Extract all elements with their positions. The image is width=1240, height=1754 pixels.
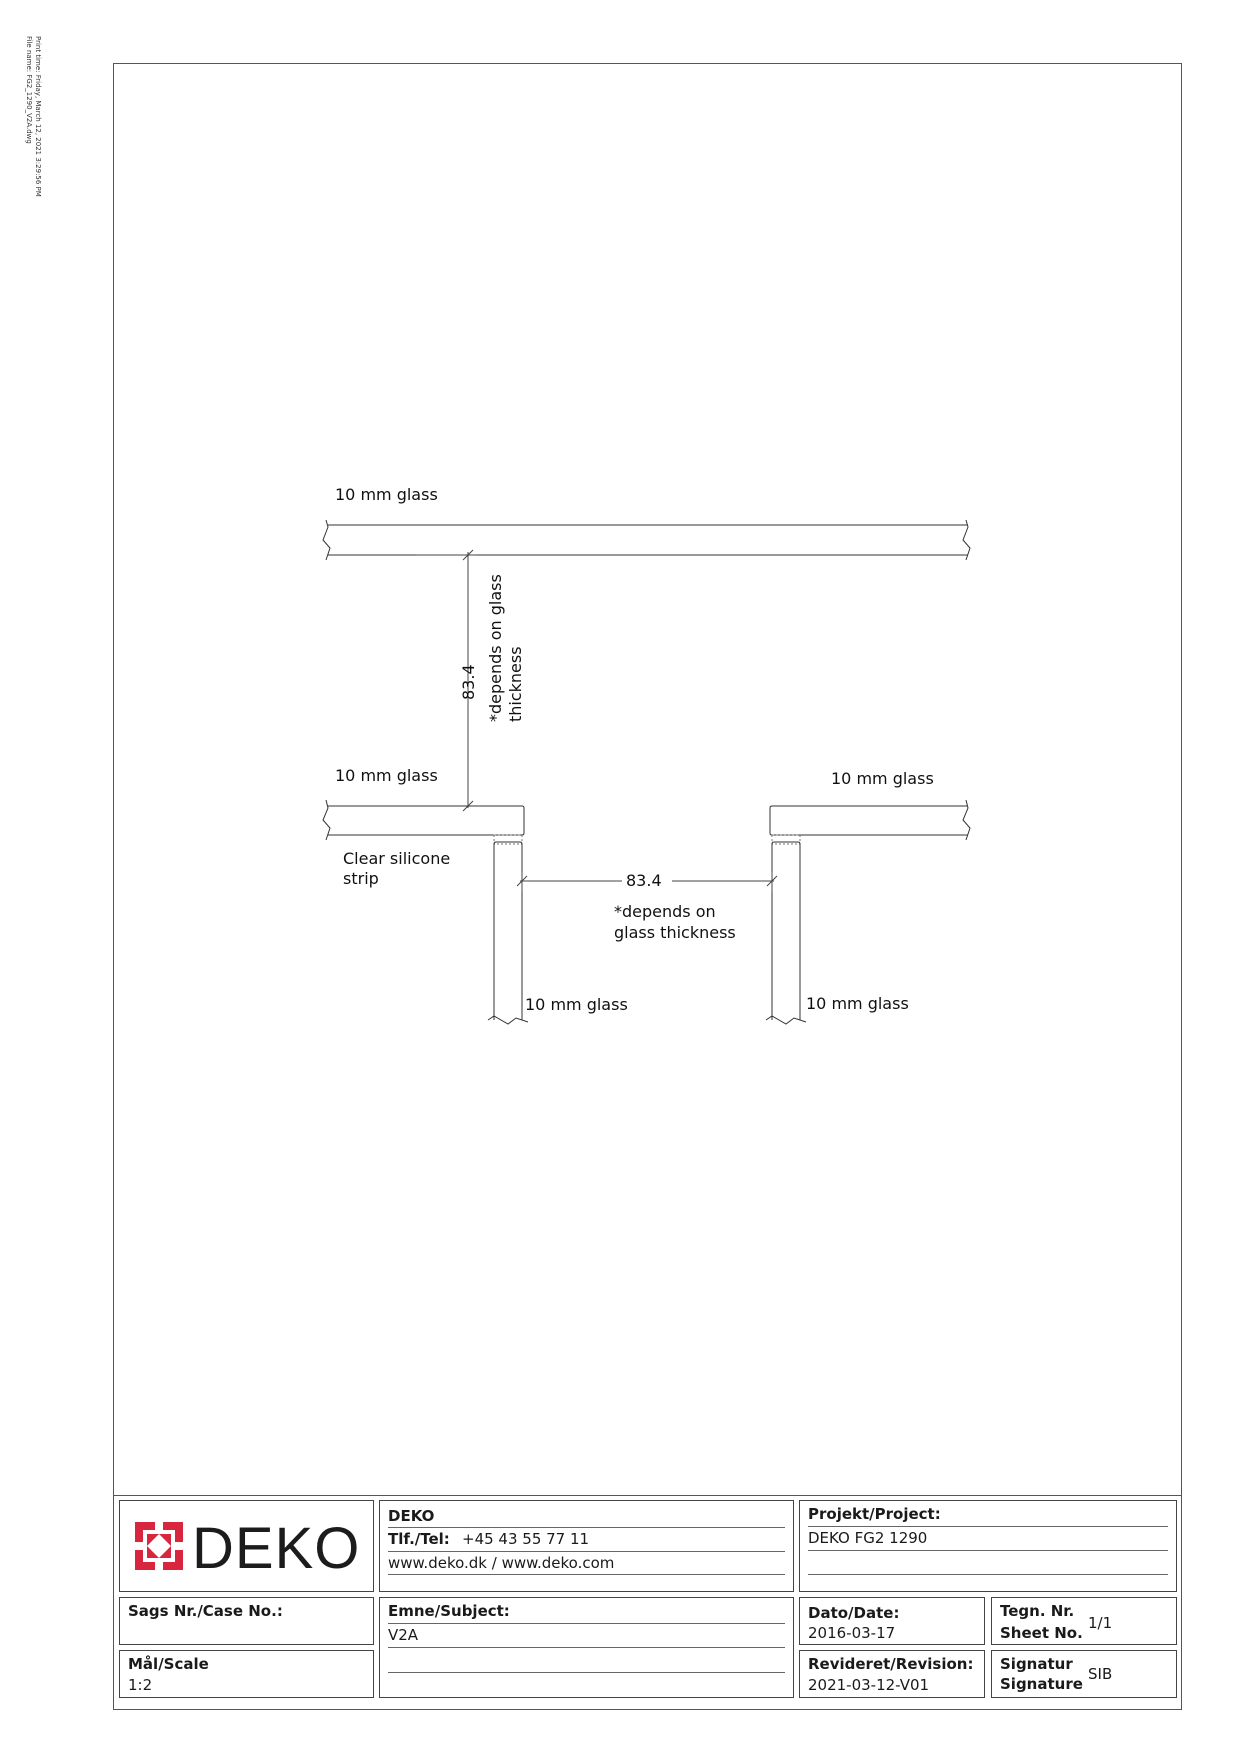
company-web: www.deko.dk / www.deko.com (388, 1554, 615, 1572)
silicone-strip-right (772, 835, 800, 844)
company-name: DEKO (388, 1507, 435, 1525)
horizontal-note-2: glass thickness (614, 923, 736, 942)
print-time: Print time: Friday, March 12, 2021 3:29:56 PM (34, 36, 42, 197)
sheet-cell (991, 1597, 1177, 1645)
case-cell (119, 1597, 374, 1645)
date-label: Dato/Date: (808, 1604, 900, 1622)
title-block-divider (113, 1495, 1182, 1496)
left-leg-label: 10 mm glass (525, 995, 628, 1014)
tel-value: +45 43 55 77 11 (462, 1530, 590, 1548)
vertical-dimension-note-1: *depends on glass (486, 574, 505, 722)
silicone-label-2: strip (343, 869, 379, 888)
silicone-label-1: Clear silicone (343, 849, 451, 868)
right-glass-pane (770, 800, 970, 840)
deko-logo-text: DEKO (192, 1516, 361, 1581)
left-glass-label: 10 mm glass (335, 766, 438, 785)
signature-value: SIB (1088, 1665, 1113, 1683)
top-glass-pane (323, 520, 970, 560)
vertical-dimension-note-2: thickness (506, 646, 525, 722)
right-glass-label: 10 mm glass (831, 769, 934, 788)
signature-cell (991, 1650, 1177, 1698)
deko-logo-mark (135, 1522, 183, 1570)
signature-label-2: Signature (1000, 1675, 1083, 1693)
silicone-strip-left (494, 835, 522, 844)
sheet-label-1: Tegn. Nr. (1000, 1602, 1075, 1620)
file-name: File name: FG2_1290_V2A.dwg (25, 36, 33, 144)
sheet-value: 1/1 (1088, 1614, 1113, 1632)
scale-label: Mål/Scale (128, 1655, 209, 1673)
date-cell (799, 1597, 985, 1645)
project-label: Projekt/Project: (808, 1505, 941, 1523)
signature-label-1: Signatur (1000, 1655, 1073, 1673)
project-value: DEKO FG2 1290 (808, 1529, 928, 1547)
subject-label: Emne/Subject: (388, 1602, 510, 1620)
right-leg-label: 10 mm glass (806, 994, 909, 1013)
scale-value: 1:2 (128, 1676, 153, 1694)
horizontal-note-1: *depends on (614, 902, 716, 921)
subject-value: V2A (388, 1626, 419, 1644)
sheet-label-2: Sheet No. (1000, 1624, 1083, 1642)
left-glass-leg (488, 842, 528, 1024)
right-glass-leg (766, 842, 806, 1024)
revision-label: Revideret/Revision: (808, 1655, 974, 1673)
subject-cell (379, 1597, 794, 1698)
horizontal-dimension-value: 83.4 (626, 871, 662, 890)
scale-cell (119, 1650, 374, 1698)
revision-value: 2021-03-12-V01 (808, 1676, 930, 1694)
project-cell (799, 1500, 1177, 1592)
top-glass-label: 10 mm glass (335, 485, 438, 504)
left-glass-pane (323, 800, 524, 840)
vertical-dimension-value: 83.4 (459, 664, 478, 700)
date-value: 2016-03-17 (808, 1624, 896, 1642)
tel-label: Tlf./Tel: (388, 1530, 450, 1548)
revision-cell (799, 1650, 985, 1698)
case-label: Sags Nr./Case No.: (128, 1602, 283, 1620)
company-cell (379, 1500, 794, 1592)
